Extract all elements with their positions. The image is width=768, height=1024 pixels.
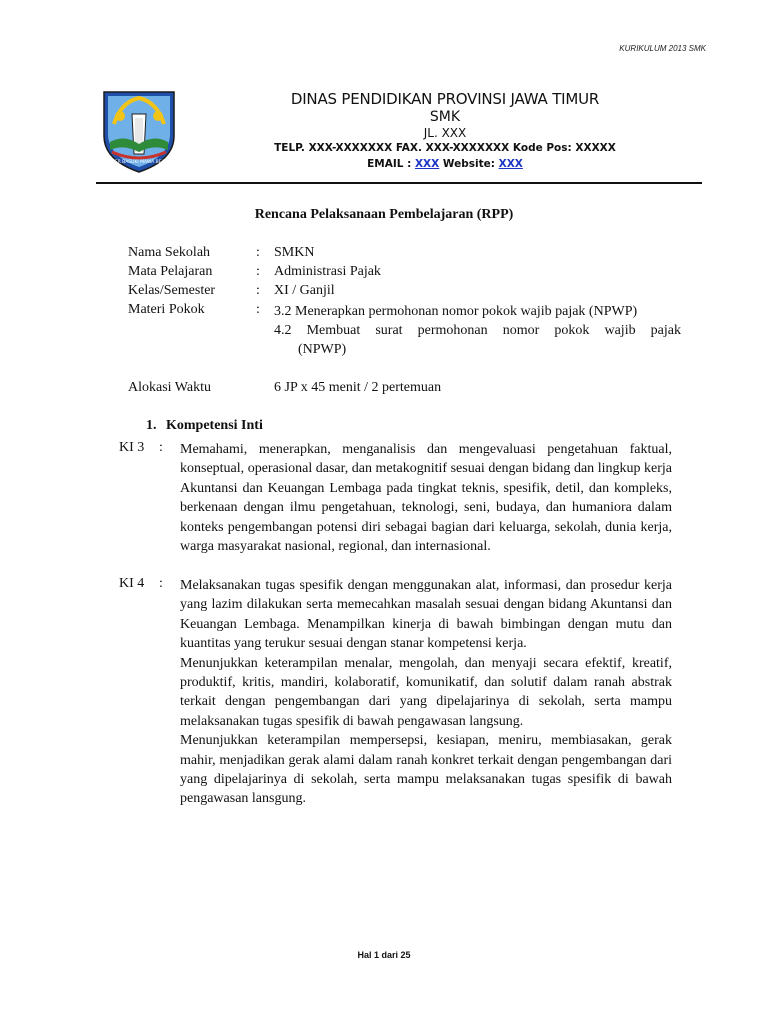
- east-java-emblem-logo: [96, 88, 182, 174]
- kop-email-website: [200, 158, 690, 170]
- material-item: 4.2 Membuat surat permohonan nomor pokok wajib pajak: [274, 323, 681, 338]
- ki4-label: KI 4: [119, 576, 145, 591]
- website-label: Website:: [439, 158, 499, 170]
- ki4-colon: :: [159, 576, 163, 591]
- ki3-colon: :: [159, 440, 163, 455]
- email-link[interactable]: XXX: [414, 158, 440, 170]
- ki4-text: [180, 576, 672, 809]
- section-heading: [146, 418, 263, 434]
- website-link[interactable]: XXX: [498, 158, 523, 170]
- ki-paragraph: Melaksanakan tugas spesifik dengan menggunakan alat, informasi, dan prosedur kerja yang lazim dilakukan serta memecahkan masalah sesuai dengan bidang Akuntansi dan Keuangan Lembaga. Menampilkan kinerja di bawah bimbingan dengan mutu dan kuantitas yang terukur sesuai dengan stanar kompetensi kerja.: [180, 578, 672, 652]
- document-title: Rencana Pelaksanaan Pembelajaran (RPP): [254, 207, 514, 222]
- kop-address: JL. XXX: [423, 126, 467, 140]
- ki3-text: [180, 440, 672, 556]
- ki-paragraph: Memahami, menerapkan, menganalisis dan mengevaluasi pengetahuan faktual, konseptual, operasional dasar, dan metakognitif sesuai dengan bidang dan lingkup kerja Akuntansi dan Keuangan Lembaga pada tingkat teknis, spesifik, detil, dan kompleks, berkenaan dengan ilmu pengetahuan, teknologi, seni, budaya, dan humaniora dalam konteks pengembangan potensi diri sebagai bagian dari keluarga, sekolah, dunia kerja, warga masyarakat nasional, regional, dan internasional.: [180, 442, 672, 555]
- curriculum-tag: KURIKULUM 2013 SMK: [619, 44, 706, 53]
- email-label: EMAIL :: [367, 158, 415, 170]
- ki3-label: KI 3: [119, 440, 145, 455]
- kop-contact: TELP. XXX-XXXXXXX FAX. XXX-XXXXXXX Kode Pos: XXXXX: [274, 142, 616, 154]
- kop-institution: DINAS PENDIDIKAN PROVINSI JAWA TIMUR: [290, 90, 600, 108]
- ki-paragraph: Menunjukkan keterampilan menalar, mengolah, dan menyaji secara efektif, kreatif, produktif, kritis, mandiri, kolaboratif, komunikatif, dan solutif dalam ranah abstrak terkait dengan pengembangan dari yang dipelajarinya di sekolah, serta mampu melaksanakan tugas spesifik di bawah pengawasan langsung.: [180, 655, 672, 729]
- section-title: Kompetensi Inti: [166, 418, 263, 433]
- logo-caption: JER BASUKI MAWA BEA: [113, 160, 165, 165]
- page-number: Hal 1 dari 25: [357, 950, 411, 960]
- material-item-continued: (NPWP): [298, 342, 347, 357]
- kop-school: SMK: [429, 109, 461, 125]
- letterhead-divider: [96, 182, 702, 184]
- material-list: [274, 302, 681, 359]
- section-number: 1.: [146, 418, 157, 433]
- ki-paragraph: Menunjukkan keterampilan mempersepsi, kesiapan, meniru, membiasakan, gerak mahir, menjadikan gerak alami dalam ranah konkret terkait dengan pengembangan dari yang dipelajarinya di sekolah, serta mampu melaksanakan tugas spesifik di bawah pengawasan lansgung.: [180, 733, 672, 807]
- material-item: 3.2 Menerapkan permohonan nomor pokok wajib pajak (NPWP): [274, 304, 638, 319]
